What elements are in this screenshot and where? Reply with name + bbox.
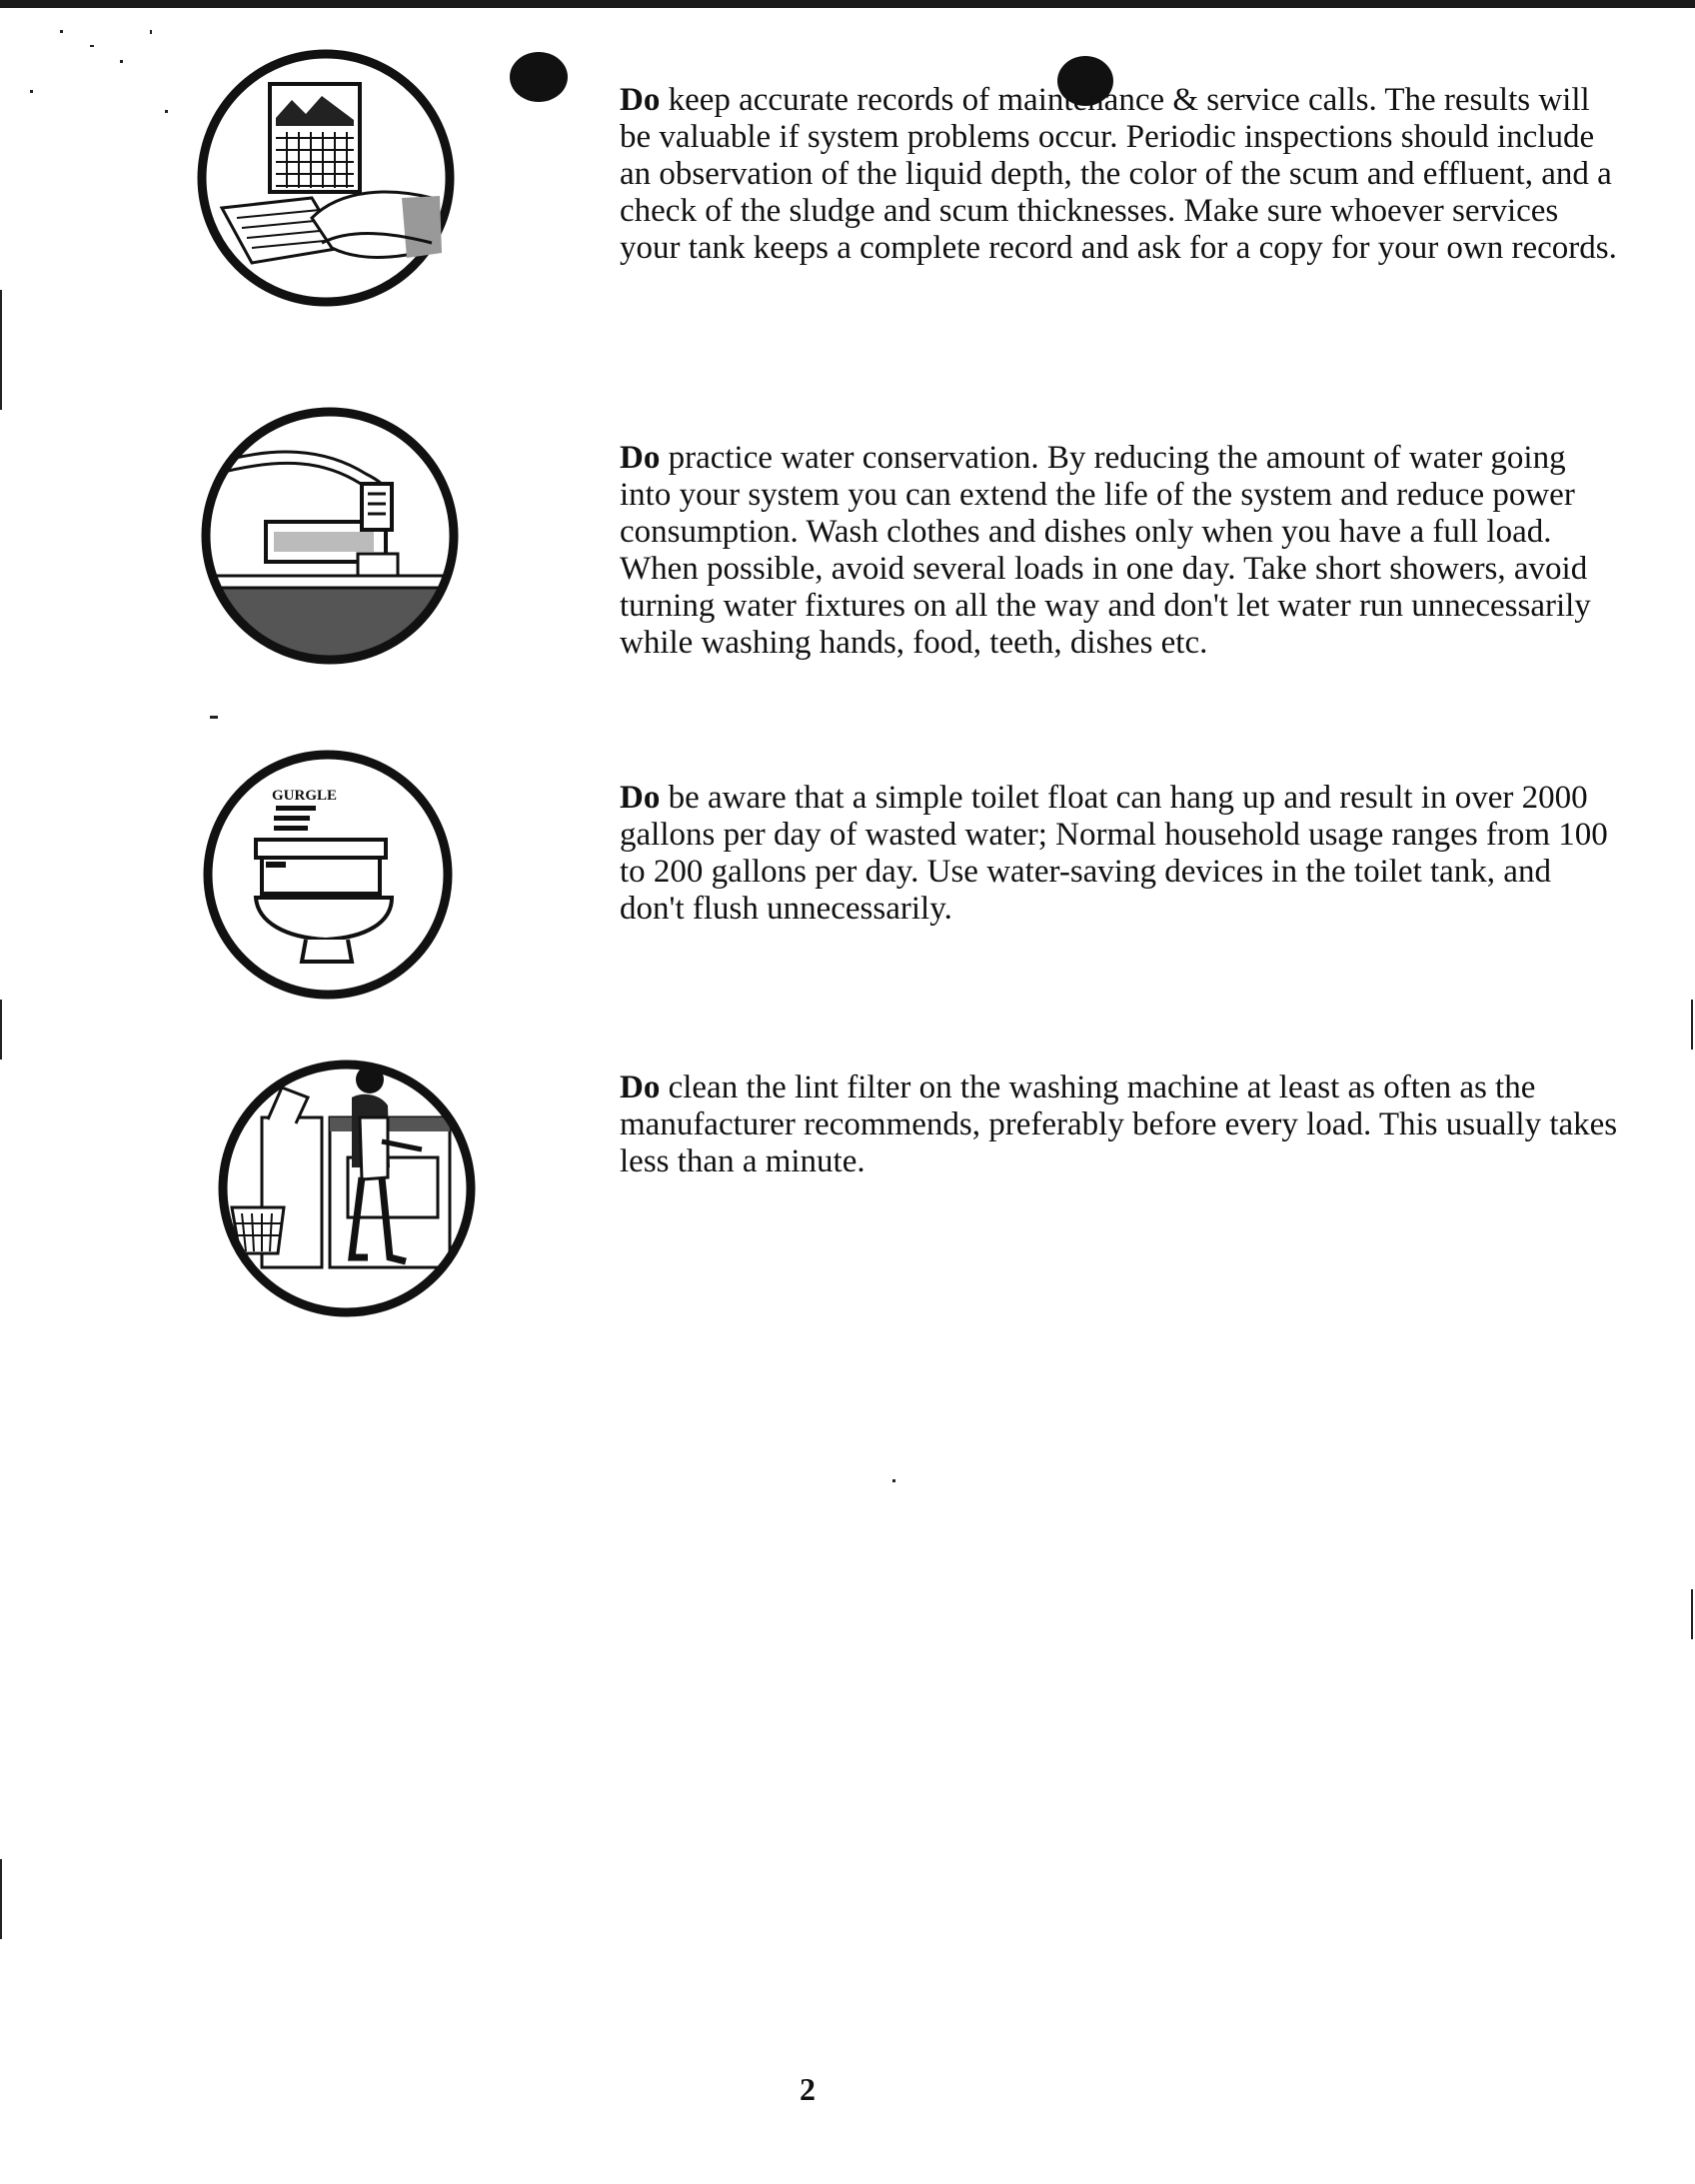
scan-speck <box>90 45 94 47</box>
scan-speck <box>1691 1589 1693 1639</box>
scan-top-edge <box>0 0 1695 8</box>
scan-speck <box>120 60 123 63</box>
tip-body: clean the lint filter on the washing machine at least as often as the manufacturer recommends, preferably before every load. This usually takes less than a minute. <box>620 1070 1618 1179</box>
faucet-icon <box>196 404 464 668</box>
scan-speck <box>0 1859 2 1939</box>
tip-body: be aware that a simple toilet float can hang up and result in over 2000 gallons per day of wasted water; Normal household usage ranges from 100 to 200 gallons per day. Use water-saving devices in the toilet tank, and don't flush unnecessarily. <box>620 780 1608 927</box>
tip-lint-filter <box>620 1070 1619 1180</box>
tip-lead: Do <box>620 82 661 118</box>
scan-speck <box>1691 1000 1693 1050</box>
tip-body: practice water conservation. By reducing the amount of water going into your system you can extend the life of the system and reduce power consumption. Wash clothes and dishes only when you have a full load. When possible, avoid several loads in one day. Take short showers, avoid turning water fixtures on all the way and don't let water run unnecessarily while washing hands, food, teeth, dishes etc. <box>620 440 1591 661</box>
tip-lead: Do <box>620 1070 661 1105</box>
scan-speck <box>0 290 2 410</box>
scan-speck <box>0 1000 2 1060</box>
scan-speck <box>210 716 218 719</box>
tip-body: keep accurate records of maintenance & service calls. The results will be valuable if system problems occur. Periodic inspections should include an observation of the liquid depth, the color of the scum and effluent, and a check of the sludge and scum thicknesses. Make sure whoever services your tank keeps a complete record and ask for a copy for your own records. <box>620 82 1617 266</box>
toilet-icon <box>196 748 460 1002</box>
scan-speck <box>892 1479 895 1482</box>
tip-records <box>620 82 1619 267</box>
tip-toilet-float <box>620 780 1619 928</box>
scan-speck <box>165 110 168 113</box>
gurgle-text: GURGLE <box>272 788 338 804</box>
scan-speck <box>30 90 33 93</box>
scan-speck <box>60 30 63 33</box>
washing-machine-icon <box>212 1058 482 1319</box>
tip-water-conservation <box>620 440 1619 662</box>
page-number: 2 <box>800 2071 816 2107</box>
scan-speck <box>150 30 152 34</box>
punch-hole <box>510 52 568 102</box>
records-icon <box>192 48 460 308</box>
tip-lead: Do <box>620 780 661 816</box>
tip-lead: Do <box>620 440 661 476</box>
